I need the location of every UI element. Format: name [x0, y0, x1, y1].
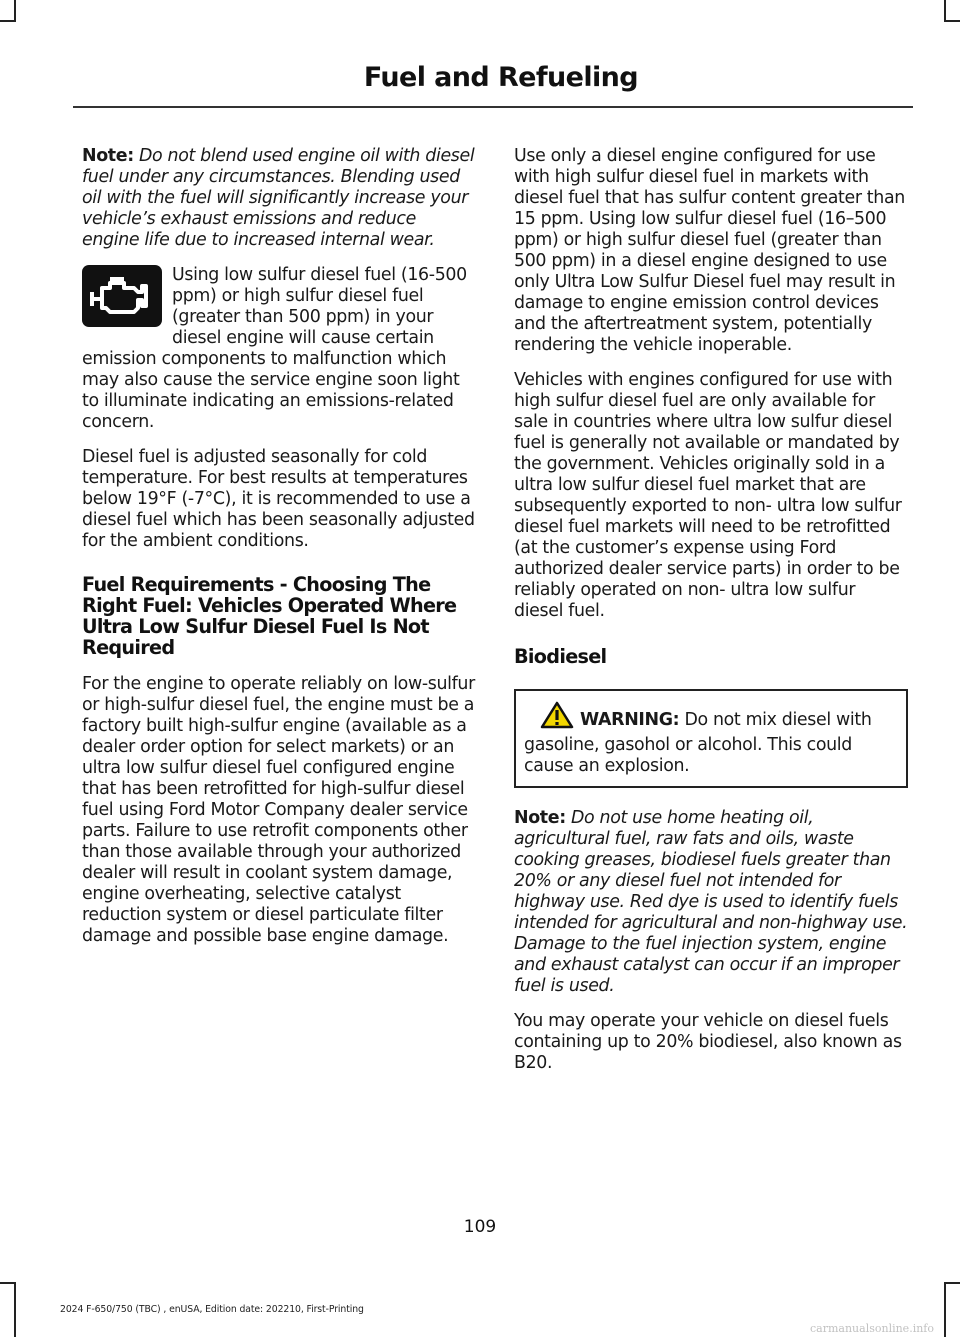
crop-mark: [944, 1282, 946, 1337]
paragraph-configured-engine: Use only a diesel engine configured for use with high sulfur diesel fuel in markets with diesel fuel that has sulfur content greater than 15 ppm. Using low sulfur diesel fuel (16–500 ppm) or high sulfur diesel fuel (greater than 500 ppm) in a diesel engine designed to use only Ultra Low Sulfur Diesel fuel may result in damage to engine emission control devices and the aftertreatment system, potentially rendering the vehicle inoperable.: [514, 146, 905, 355]
right-column: [514, 146, 908, 1088]
paragraph-engine-requirements: For the engine to operate reliably on low-sulfur or high-sulfur diesel fuel, the engine must be a factory built high-sulfur engine (available as a dealer order option for select markets) or an ultra low sulfur diesel fuel configured engine that has been retrofitted for high-sulfur diesel fuel using Ford Motor Company dealer service parts. Failure to use retrofit components other than those available through your authorized dealer will result in coolant system damage, engine overheating, selective catalyst reduction system or diesel particulate filter damage and possible base engine damage.: [82, 674, 475, 946]
watermark: carmanualsonline.info: [810, 1322, 934, 1335]
crop-mark: [944, 1282, 960, 1284]
crop-mark: [0, 1282, 16, 1284]
crop-mark: [14, 0, 16, 22]
footer-edition: 2024 F-650/750 (TBC) , enUSA, Edition date: 202210, First-Printing: [60, 1304, 364, 1315]
section-heading-biodiesel: Biodiesel: [514, 645, 607, 668]
page-title: Fuel and Refueling: [363, 62, 638, 93]
warning-label: WARNING:: [580, 710, 680, 730]
warning-text: Do not mix diesel with gasoline, gasohol or alcohol. This could cause an explosion.: [524, 710, 872, 776]
crop-mark: [14, 1282, 16, 1337]
paragraph-markets: Vehicles with engines configured for use with high sulfur diesel fuel are only available for sale in countries where ultra low sulfur diesel fuel is generally not available or mandated by the government. Vehicles originally sold in a ultra low sulfur diesel fuel market that are subsequently exported to non- ultra low sulfur diesel fuel markets will need to be retrofitted (at the customer’s expense using Ford authorized dealer service parts) in order to be reliably operated on non- ultra low sulfur diesel fuel.: [514, 370, 902, 621]
note-text: Do not blend used engine oil with diesel fuel under any circumstances. Blending used oil with the fuel will significantly increase your vehicle’s exhaust emissions and reduce engine life due to increased internal wear.: [82, 146, 475, 250]
section-heading-fuel-requirements: Fuel Requirements - Choosing The Right Fuel: Vehicles Operated Where Ultra Low Sulfur Diesel Fuel Is Not Required: [82, 573, 457, 659]
note-fuels: [514, 808, 908, 997]
paragraph-seasonal: Diesel fuel is adjusted seasonally for cold temperature. For best results at temperatures below 19°F (-7°C), it is recommended to use a diesel fuel which has been seasonally adjusted for the ambient conditions.: [82, 447, 475, 551]
paragraph-b20: You may operate your vehicle on diesel fuels containing up to 20% biodiesel, also known as B20.: [514, 1011, 902, 1073]
check-engine-icon: [82, 265, 162, 327]
crop-mark: [0, 20, 16, 22]
note-label: Note:: [82, 146, 134, 166]
crop-mark: [944, 0, 946, 22]
warning-triangle-icon: [540, 701, 574, 735]
note-used-oil: [82, 146, 476, 251]
paragraph-low-sulfur: [82, 265, 476, 433]
note-label: Note:: [514, 808, 566, 828]
page-number: 109: [463, 1217, 497, 1237]
left-column: [82, 146, 476, 961]
crop-mark: [944, 20, 960, 22]
warning-paragraph: [524, 701, 898, 777]
header-divider: [73, 106, 913, 108]
low-sulfur-text: Using low sulfur diesel fuel (16-500 ppm) or high sulfur diesel fuel (greater than 500 ppm) in your diesel engine will cause certain emission components to malfunction which may also cause the service engine soon light to illuminate indicating an emissions-related concern.: [82, 265, 467, 432]
note-text: Do not use home heating oil, agricultural fuel, raw fats and oils, waste cooking greases, biodiesel fuels greater than 20% or any diesel fuel not intended for highway use. Red dye is used to identify fuels intended for agricultural and non-highway use. Damage to the fuel injection system, engine and exhaust catalyst can occur if an improper fuel is used.: [514, 808, 908, 996]
warning-box: [514, 689, 908, 788]
